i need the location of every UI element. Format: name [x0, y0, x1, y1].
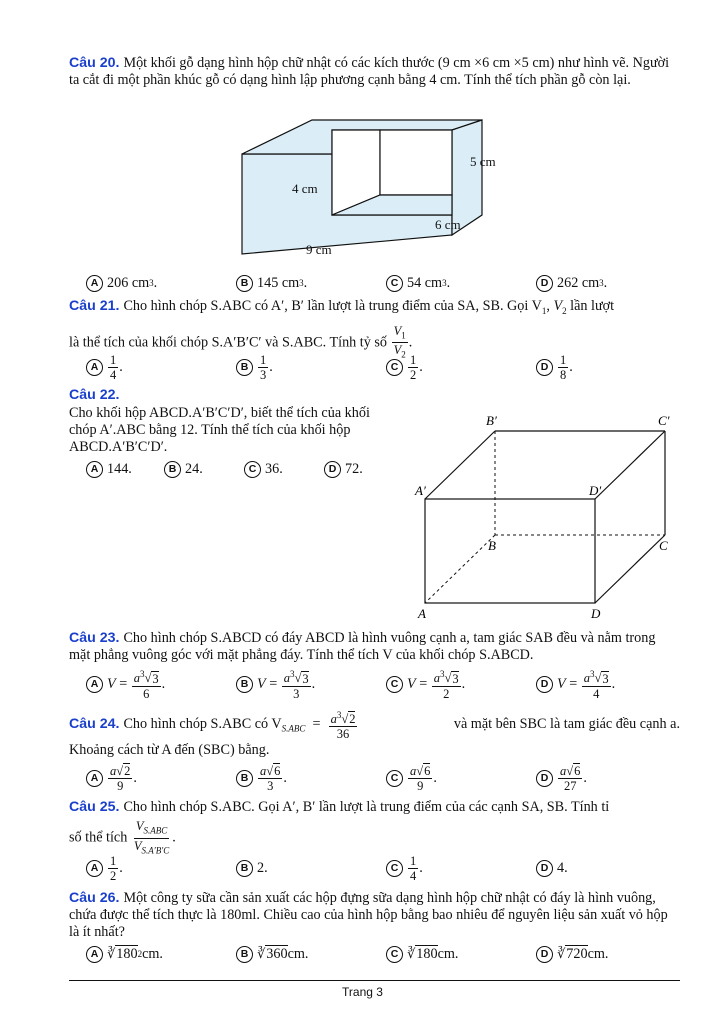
option-d[interactable]: D 262 cm 3 .	[536, 270, 607, 296]
footer-divider	[69, 980, 680, 981]
question-21: Câu 21. Cho hình chóp S.ABC có A′, B′ lần lượt là trung điểm của SA, SB. Gọi $V_1$, $V_2$ lần lượt là thể tích của khối chóp S.A′B′C′ và S.ABC. Tính tỷ số $\frac{V_1}{V_2}$ .	[69, 298, 615, 360]
option-letter: C	[386, 275, 403, 292]
option-b[interactable]: B 2.	[236, 853, 268, 883]
question-text: Một khối gỗ dạng hình hộp chữ nhật có các kích thước (9 cm ×6 cm ×5 cm) như hình vẽ. Người ta cắt đi một phần khúc gỗ có dạng hình lập phương cạnh bằng 4 cm. Tính thể tích phần gỗ còn lại.	[69, 55, 670, 88]
answers-20	[86, 270, 680, 296]
label-A: A	[418, 606, 426, 621]
option-c[interactable]: C V = $\frac{a^3√3}{2}$ .	[386, 666, 465, 702]
label-5cm: 5 cm	[470, 154, 496, 169]
question-text: Cho khối hộp ABCD.A′B′C′D′, biết thể tích của khối chóp A′.ABC bằng 12. Tính thể tích của khối hộp ABCD.A′B′C′D′.	[69, 405, 370, 455]
option-d[interactable]: D ∛ 720 cm.	[536, 941, 608, 967]
option-b[interactable]: B V = $\frac{a^3√3}{3}$ .	[236, 666, 315, 702]
question-text: Một công ty sữa cần sản xuất các hộp đựng sữa dạng hình hộp chữ nhật có đáy là hình vuông, chứa được thể tích thực là 180ml. Chiều cao của hình hộp bằng bao nhiêu để nguyên liệu sản xuất vỏ hộp là ít nhất?	[69, 890, 668, 940]
option-a[interactable]: A 206 cm 3 .	[86, 270, 157, 296]
option-a[interactable]: A ∛ 180 2 cm.	[86, 941, 163, 967]
option-a[interactable]: A $\frac{1}{2}$ .	[86, 853, 123, 883]
label-9cm: 9 cm	[306, 242, 332, 257]
question-25: Câu 25. Cho hình chóp S.ABC. Gọi A′, B′ lần lượt là trung điểm của các cạnh SA, SB. Tính tỉ số thể tích $\frac{V_{S.ABC}}{V_{S.A'B'C}}$ .	[69, 799, 610, 855]
option-d[interactable]: D 72.	[324, 456, 363, 482]
option-c[interactable]: C $\frac{1}{2}$ .	[386, 352, 423, 382]
question-20	[69, 55, 680, 89]
question-number: Câu 23.	[69, 630, 120, 646]
option-a[interactable]: A $\frac{a√2}{9}$ .	[86, 762, 137, 794]
label-B: B	[488, 538, 496, 553]
figure-parallelepiped	[408, 405, 688, 625]
question-number: Câu 21.	[69, 298, 120, 314]
option-b[interactable]: B ∛ 360 cm.	[236, 941, 308, 967]
option-c[interactable]: C $\frac{a√6}{9}$ .	[386, 762, 437, 794]
question-23	[69, 630, 680, 664]
label-D: D	[591, 606, 601, 621]
answers-24	[86, 762, 680, 794]
option-letter: A	[86, 275, 103, 292]
label-Dp: D′	[589, 483, 602, 498]
option-c[interactable]: C 54 cm 3 .	[386, 270, 450, 296]
answers-22	[86, 456, 386, 482]
answers-23	[86, 666, 680, 702]
option-c[interactable]: C $\frac{1}{4}$ .	[386, 853, 423, 883]
option-c[interactable]: C 36.	[244, 456, 283, 482]
cut-back-wall	[380, 130, 452, 195]
question-22	[69, 387, 399, 456]
answers-26	[86, 941, 680, 967]
question-text: Cho hình chóp S.ABCD có đáy ABCD là hình vuông cạnh a, tam giác SAB đều và nằm trong mặt phẳng vuông góc với mặt phẳng đáy. Tính thể tích V của khối chóp S.ABCD.	[69, 630, 656, 663]
label-C: C	[659, 538, 668, 553]
option-d[interactable]: D 4.	[536, 853, 568, 883]
option-b[interactable]: B 145 cm 3 .	[236, 270, 307, 296]
label-Cp: C′	[658, 413, 670, 428]
option-d[interactable]: D $\frac{1}{8}$ .	[536, 352, 573, 382]
option-b[interactable]: B $\frac{1}{3}$ .	[236, 352, 273, 382]
label-4cm: 4 cm	[292, 181, 318, 196]
question-number: Câu 25.	[69, 799, 120, 815]
question-number: Câu 20.	[69, 55, 120, 71]
figure-wood-block	[230, 112, 520, 262]
option-c[interactable]: C ∛ 180 cm.	[386, 941, 458, 967]
label-6cm: 6 cm	[435, 217, 461, 232]
label-Ap: A′	[415, 483, 426, 498]
option-d[interactable]: D $\frac{a√6}{27}$ .	[536, 762, 587, 794]
option-b[interactable]: B $\frac{a√6}{3}$ .	[236, 762, 287, 794]
option-a[interactable]: A 144.	[86, 456, 132, 482]
question-26	[69, 890, 680, 941]
question-number: Câu 24.	[69, 715, 120, 732]
question-number: Câu 22.	[69, 387, 120, 403]
option-letter: D	[536, 275, 553, 292]
page-number: Trang 3	[342, 985, 383, 999]
question-24: Câu 24. Cho hình chóp S.ABC có $V_{S.ABC}$ = $\frac{a^3√2}{36}$ và mặt bên SBC là tam giác đều cạnh a. Khoảng cách từ A đến (SBC) bằng.	[69, 710, 680, 759]
option-d[interactable]: D V = $\frac{a^3√3}{4}$ .	[536, 666, 615, 702]
option-letter: B	[236, 275, 253, 292]
answers-25	[86, 853, 680, 883]
option-a[interactable]: A V = $\frac{a^3√3}{6}$ .	[86, 666, 165, 702]
label-Bp: B′	[486, 413, 497, 428]
option-a[interactable]: A $\frac{1}{4}$ .	[86, 352, 123, 382]
question-number: Câu 26.	[69, 890, 120, 906]
answers-21	[86, 352, 680, 382]
option-b[interactable]: B 24.	[164, 456, 203, 482]
